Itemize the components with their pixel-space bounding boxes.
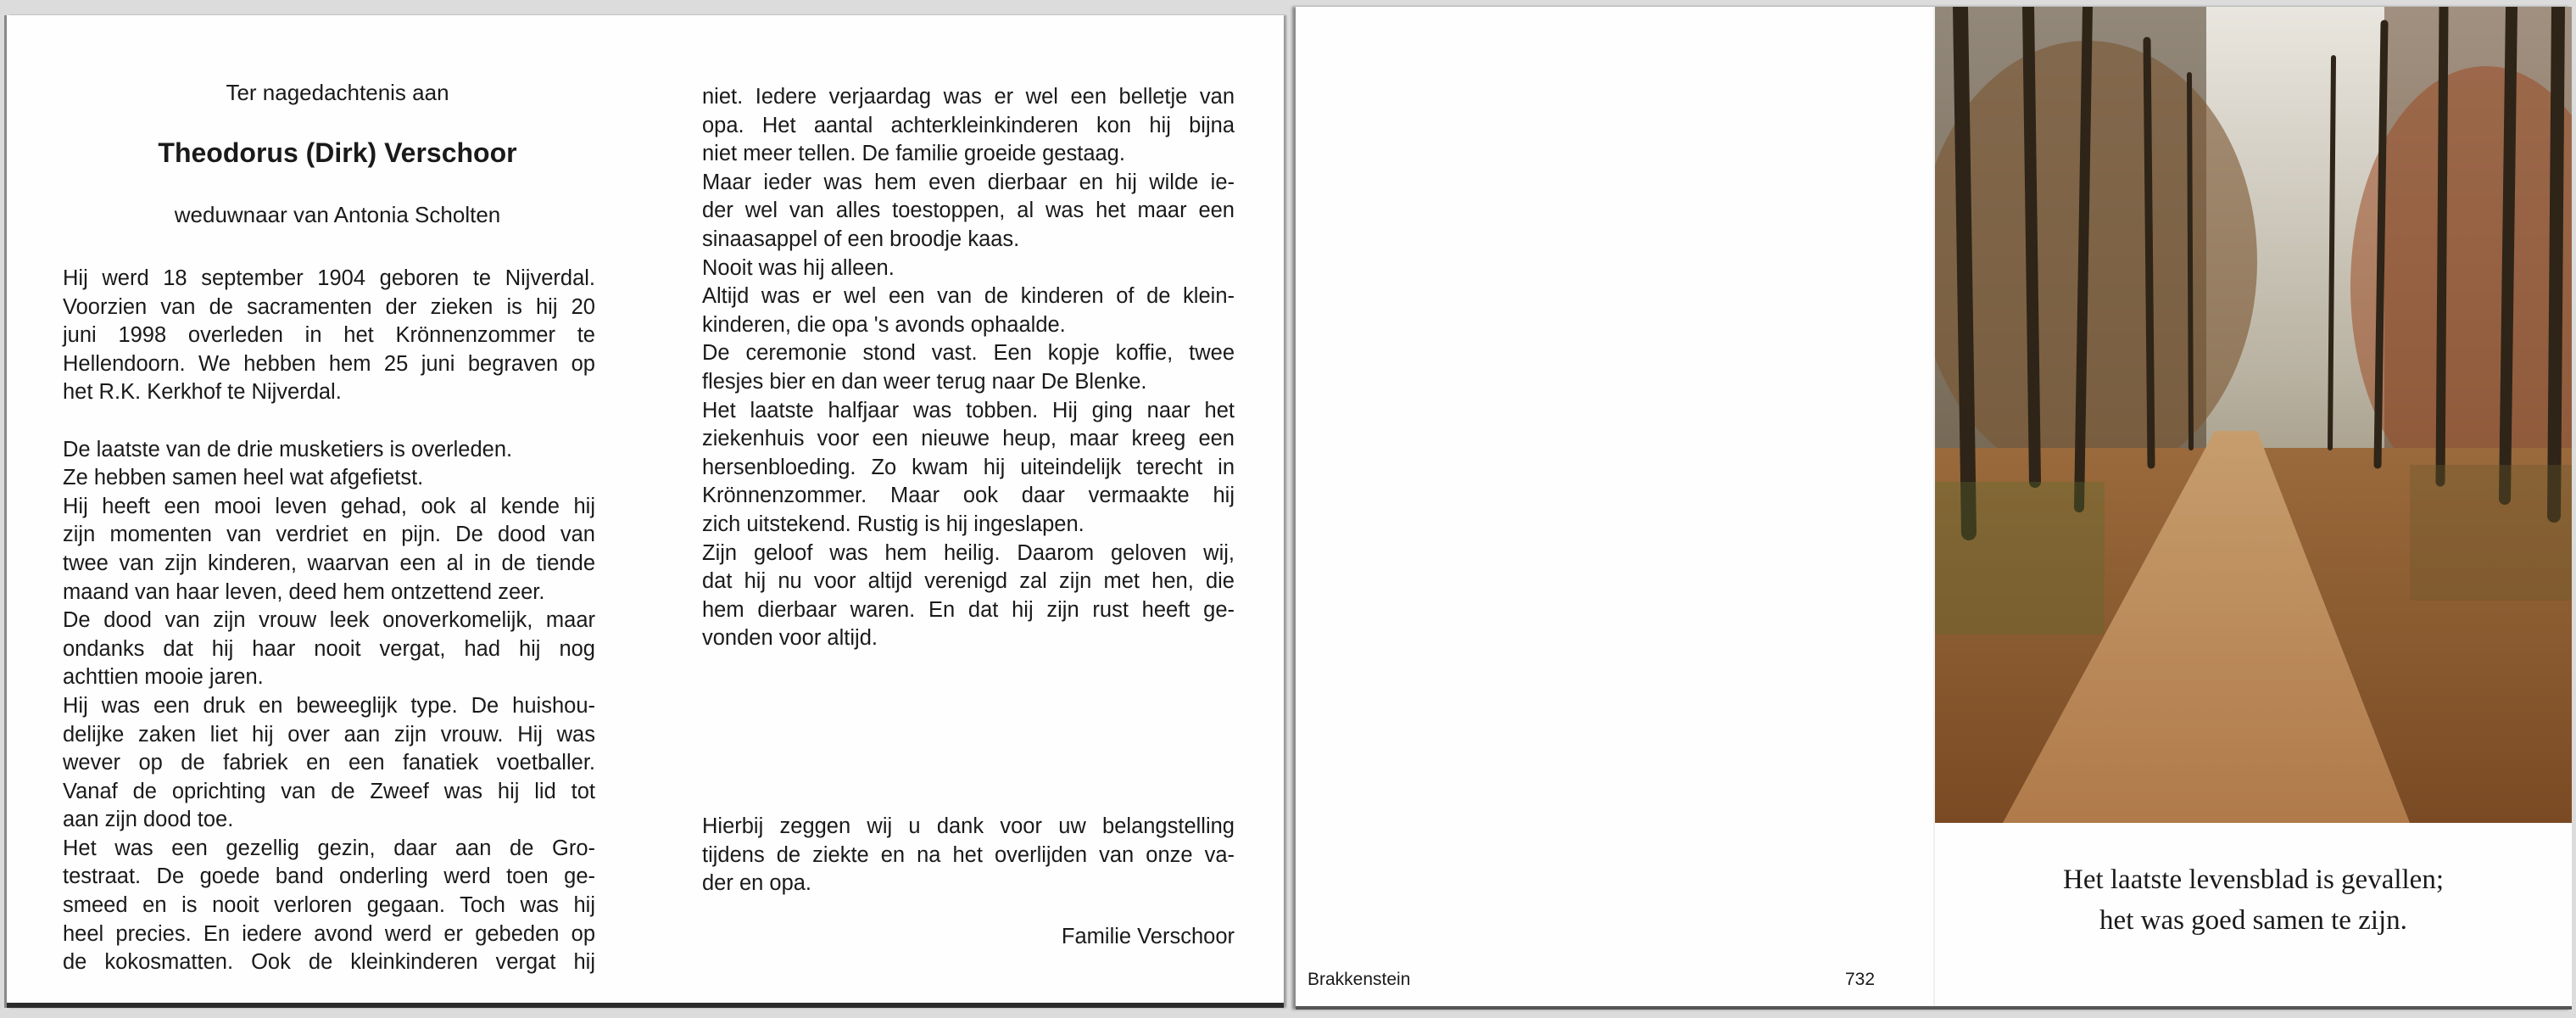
text-line: zijn momenten van verdriet en pijn. De dood van <box>63 523 595 547</box>
text-line: ondanks dat hij haar nooit vergat, had hij nog <box>63 636 595 661</box>
text-line: Hellendoorn. We hebben hem 25 juni begraven op <box>63 351 595 376</box>
text-line: De dood van zijn vrouw leek onoverkomelijk, maar <box>63 608 595 633</box>
text-line: twee van zijn kinderen, waarvan een al in de tiende <box>63 551 595 575</box>
text-line: flesjes bier en dan weer terug naar De Blenke. <box>702 369 1147 394</box>
text-line: tijdens de ziekte en na het overlijden van onze va- <box>702 842 1235 867</box>
text-line: heel precies. En iedere avond werd er gebeden op <box>63 921 595 946</box>
deceased-name: Theodorus (Dirk) Verschoor <box>158 137 517 168</box>
text-line: smeed en is nooit verloren gegaan. Toch was hij <box>63 893 595 918</box>
text-line: hem dierbaar waren. En dat hij zijn rust heeft ge- <box>702 597 1235 622</box>
text-line: Krönnenzommer. Maar ook daar vermaakte hij <box>702 484 1235 508</box>
text-line: achttien mooie jaren. <box>63 665 264 690</box>
subtitle: weduwnaar van Antonia Scholten <box>174 202 501 227</box>
text-line: testraat. De goede band onderling werd toen ge- <box>63 864 595 889</box>
text-line: Hij werd 18 september 1904 geboren te Nijverdal. <box>63 266 595 290</box>
biography-left-column <box>63 265 595 977</box>
text-line: der en opa. <box>702 871 812 896</box>
text-line: het R.K. Kerkhof te Nijverdal. <box>63 380 342 405</box>
biography-right-column <box>702 83 1235 653</box>
text-line: zich uitstekend. Rustig is hij ingeslapen. <box>702 512 1084 536</box>
publisher-name: Brakkenstein <box>1308 970 1411 989</box>
text-line: wever op de fabriek en een fanatiek voetballer. <box>63 751 595 775</box>
text-line: der wel van alles toestoppen, al was het maar een <box>702 199 1235 223</box>
text-line: delijke zaken liet hij over aan zijn vrouw. Hij was <box>63 722 595 747</box>
text-line: Voorzien van de sacramenten der zieken is hij 20 <box>63 294 595 319</box>
text-line: aan zijn dood toe. <box>63 808 234 832</box>
quote-line-1: Het laatste levensblad is gevallen; <box>2062 864 2444 895</box>
text-line: maand van haar leven, deed hem ontzettend zeer. <box>63 579 545 604</box>
text-line: Ze hebben samen heel wat afgefietst. <box>63 466 424 490</box>
text-line: Altijd was er wel een van de kinderen of de klein- <box>702 284 1235 309</box>
paragraph-gap <box>63 407 595 436</box>
text-line: niet meer tellen. De familie groeide gestaag. <box>702 142 1125 166</box>
memorial-quote <box>1935 859 2572 941</box>
text-line: Zijn geloof was hem heilig. Daarom geloven wij, <box>702 540 1235 565</box>
text-line: De laatste van de drie musketiers is overleden. <box>63 437 513 461</box>
text-line: Hierbij zeggen wij u dank voor uw belangstelling <box>702 814 1235 838</box>
text-line: Vanaf de oprichting van de Zweef was hij lid tot <box>63 779 595 803</box>
forest-path-image <box>1935 7 2572 823</box>
text-line: ziekenhuis voor een nieuwe heup, maar kreeg een <box>702 427 1235 451</box>
thanks-text <box>702 813 1235 898</box>
text-line: Maar ieder was hem even dierbaar en hij wilde ie- <box>702 170 1235 194</box>
memorial-card-inside <box>7 15 1284 1008</box>
autumn-forest-photo <box>1935 7 2572 823</box>
memorial-card-outside <box>1296 7 2572 1010</box>
text-line: kinderen, die opa 's avonds ophaalde. <box>702 312 1066 337</box>
text-line: Het laatste halfjaar was tobben. Hij ging naar het <box>702 398 1235 422</box>
text-line: hersenbloeding. Zo kwam hij uiteindelijk terecht in <box>702 455 1235 479</box>
text-line: Hij heeft een mooi leven gehad, ook al kende hij <box>63 494 595 518</box>
signature: Familie Verschoor <box>1061 925 1235 948</box>
text-line: Nooit was hij alleen. <box>702 255 895 280</box>
text-line: juni 1998 overleden in het Krönnenzommer te <box>63 323 595 348</box>
text-line: de kokosmatten. Ook de kleinkinderen vergat hij <box>63 950 595 975</box>
text-line: niet. Iedere verjaardag was er wel een belletje van <box>702 85 1235 109</box>
text-line: sinaasappel of een broodje kaas. <box>702 227 1020 251</box>
quote-line-2: het was goed samen te zijn. <box>2099 905 2407 936</box>
heading: Ter nagedachtenis aan <box>226 80 449 105</box>
text-line: opa. Het aantal achterkleinkinderen kon hij bijna <box>702 113 1235 137</box>
text-line: De ceremonie stond vast. Een kopje koffie, twee <box>702 341 1235 366</box>
text-line: Hij was een druk en beweeglijk type. De huishou- <box>63 693 595 718</box>
text-line: vonden voor altijd. <box>702 626 878 651</box>
text-line: dat hij nu voor altijd verenigd zal zijn met hen, die <box>702 569 1235 594</box>
text-line: Het was een gezellig gezin, daar aan de Gro- <box>63 836 595 860</box>
card-number: 732 <box>1845 970 1876 989</box>
